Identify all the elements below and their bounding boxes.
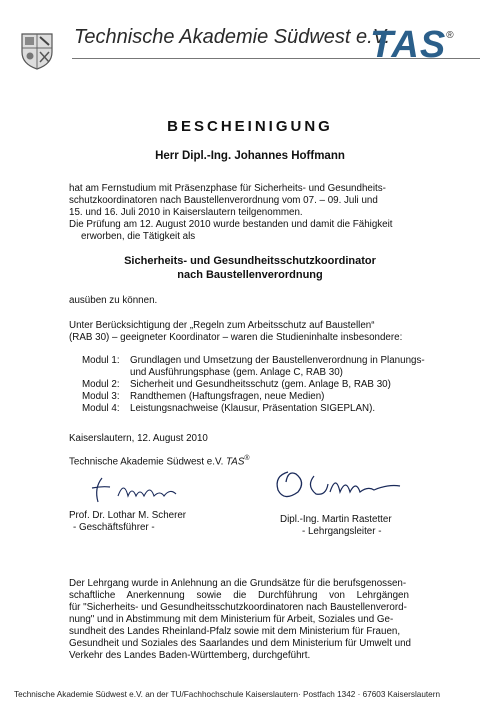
- list-item: [82, 355, 442, 367]
- document-title: BESCHEINIGUNG: [167, 118, 333, 135]
- closing-line: sundheit des Landes Rheinland-Pfalz sowie mit dem Ministerium für Frauen,: [69, 626, 401, 637]
- closing-line: Verkehr des Landes Baden-Württemberg, durchgeführt.: [69, 650, 311, 661]
- issuer-name: Technische Akademie Südwest e.V.: [69, 456, 224, 468]
- signatory-left: [69, 510, 186, 534]
- module-label: Modul 2:: [82, 379, 120, 390]
- signature-left: [88, 474, 198, 508]
- footer-address: Technische Akademie Südwest e.V. an der TU/Fachhochschule Kaiserslautern· Postfach 1342 · 67603 Kaiserslautern: [14, 690, 440, 699]
- qualification-line: Sicherheits- und Gesundheitsschutzkoordinator: [124, 255, 376, 267]
- place-date: Kaiserslautern, 12. August 2010: [69, 433, 208, 444]
- intro-paragraph: [69, 183, 439, 243]
- signatory-right: [280, 514, 392, 538]
- coat-of-arms-icon: [20, 32, 54, 70]
- tas-logo: [370, 24, 455, 67]
- list-item: [82, 391, 442, 403]
- signature-right: [270, 462, 420, 508]
- signatory-right-role: - Lehrgangsleiter -: [302, 526, 382, 537]
- considering-line: Unter Berücksichtigung der „Regeln zum Arbeitsschutz auf Baustellen“: [69, 320, 375, 331]
- signatory-right-name: Dipl.-Ing. Martin Rastetter: [280, 514, 392, 525]
- considering-paragraph: [69, 320, 449, 344]
- list-item: [82, 403, 442, 415]
- module-label: Modul 3:: [82, 391, 120, 402]
- intro-line: hat am Fernstudium mit Präsenzphase für Sicherheits- und Gesundheits-: [69, 183, 386, 194]
- signatory-left-role: - Geschäftsführer -: [73, 522, 155, 533]
- registered-mark: ®: [446, 30, 455, 41]
- module-text: Sicherheit und Gesundheitsschutz (gem. Anlage B, RAB 30): [130, 379, 391, 390]
- intro-line: Die Prüfung am 12. August 2010 wurde bestanden und damit die Fähigkeit: [69, 219, 393, 230]
- intro-line: schutzkoordinatoren nach Baustellenverordnung vom 07. – 09. Juli und: [69, 195, 378, 206]
- module-text: Grundlagen und Umsetzung der Baustellenverordnung in Planungs-: [130, 355, 425, 366]
- qualification-title: [0, 254, 500, 282]
- issuer-logo: TAS: [226, 456, 245, 468]
- intro-line: erworben, die Tätigkeit als: [81, 231, 196, 242]
- module-text-continued: und Ausführungsphase (gem. Anlage C, RAB 30): [130, 367, 343, 378]
- considering-line: (RAB 30) – geeigneter Koordinator – waren die Studieninhalte insbesondere:: [69, 332, 403, 343]
- module-list: [82, 355, 442, 415]
- module-text: Leistungsnachweise (Klausur, Präsentation SIGEPLAN).: [130, 403, 376, 414]
- signatory-left-name: Prof. Dr. Lothar M. Scherer: [69, 510, 187, 521]
- closing-line: schaftliche Anerkennung sowie die Durchführung von Lehrgängen: [69, 590, 409, 601]
- closing-line: Der Lehrgang wurde in Anlehnung an die Grundsätze für die berufsgenossen-: [69, 578, 407, 589]
- module-text: Randthemen (Haftungsfragen, neue Medien): [130, 391, 325, 402]
- closing-line: für "Sicherheits- und Gesundheitsschutzkoordinatoren nach Baustellenverord-: [69, 602, 407, 613]
- closing-line: nung" und in Abstimmung mit dem Ministerium für Arbeit, Soziales und Ge-: [69, 614, 394, 625]
- module-label: Modul 4:: [82, 403, 120, 414]
- recipient-name: Herr Dipl.-Ing. Johannes Hoffmann: [155, 150, 345, 162]
- intro-line: 15. und 16. Juli 2010 in Kaiserslautern teilgenommen.: [69, 207, 303, 218]
- tas-logo-text: TAS: [370, 24, 447, 66]
- qualification-line: nach Baustellenverordnung: [177, 269, 323, 281]
- ability-text: ausüben zu können.: [69, 295, 158, 306]
- issuer-registered-mark: ®: [244, 455, 250, 462]
- organization-name: Technische Akademie Südwest e.V.: [74, 26, 391, 48]
- closing-paragraph: [69, 578, 449, 662]
- closing-line: Gesundheit und Soziales des Saarlandes und dem Ministerium für Umwelt und: [69, 638, 411, 649]
- list-item: [82, 379, 442, 391]
- module-label: Modul 1:: [82, 355, 120, 366]
